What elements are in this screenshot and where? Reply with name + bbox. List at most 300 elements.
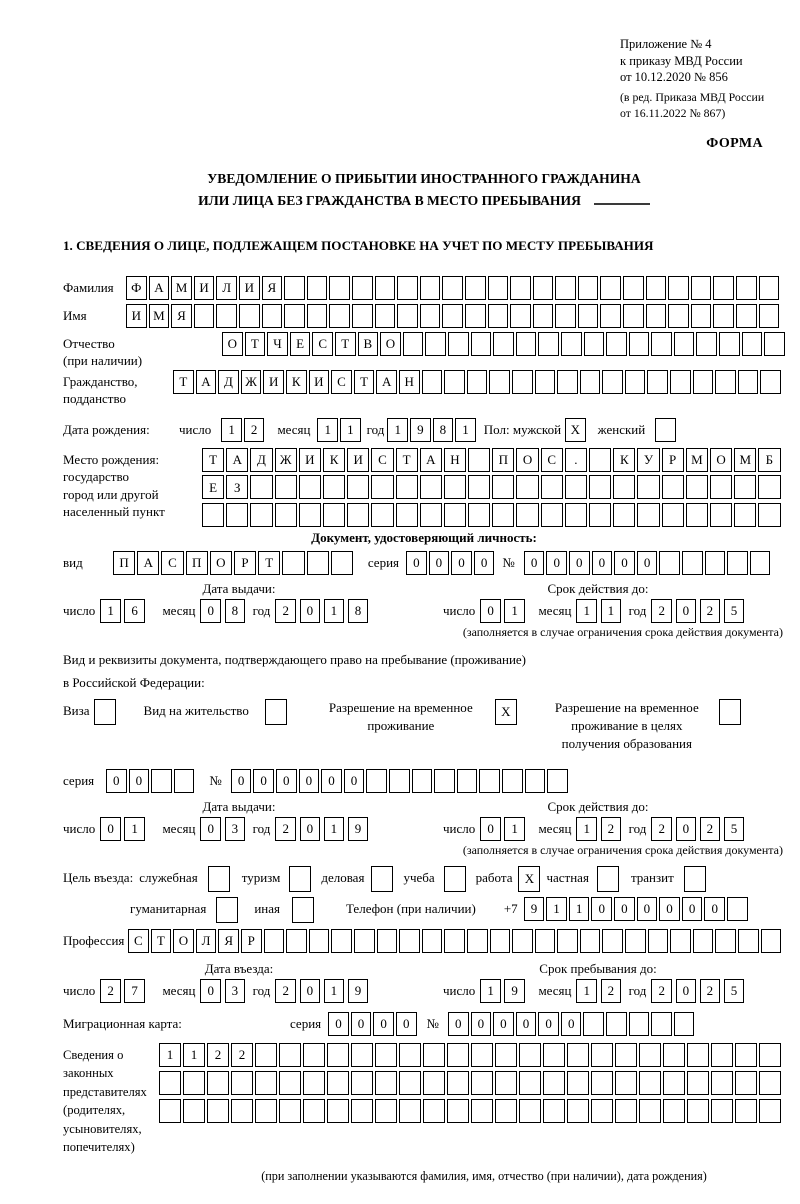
char-cell[interactable] xyxy=(543,1099,565,1123)
char-cell[interactable] xyxy=(600,276,621,300)
char-cell[interactable] xyxy=(351,1043,373,1067)
work-checkbox[interactable]: X xyxy=(518,866,540,892)
char-cell[interactable]: Р xyxy=(234,551,256,575)
char-cell[interactable]: 1 xyxy=(340,418,361,442)
char-cell[interactable]: 1 xyxy=(387,418,408,442)
char-cell[interactable]: 0 xyxy=(373,1012,394,1036)
char-cell[interactable] xyxy=(489,370,510,394)
char-cell[interactable]: О xyxy=(380,332,401,356)
char-cell[interactable]: 2 xyxy=(601,817,622,841)
char-cell[interactable] xyxy=(159,1099,181,1123)
char-cell[interactable] xyxy=(255,1071,277,1095)
char-cell[interactable]: 0 xyxy=(200,817,221,841)
char-cell[interactable] xyxy=(555,304,576,328)
char-cell[interactable] xyxy=(659,551,680,575)
char-cell[interactable]: 1 xyxy=(324,817,345,841)
char-cell[interactable] xyxy=(623,304,644,328)
char-cell[interactable]: 0 xyxy=(429,551,450,575)
char-cell[interactable] xyxy=(159,1071,181,1095)
char-cell[interactable]: 0 xyxy=(396,1012,417,1036)
char-cell[interactable] xyxy=(396,503,418,527)
char-cell[interactable]: 6 xyxy=(124,599,145,623)
char-cell[interactable]: 0 xyxy=(351,1012,372,1036)
char-cell[interactable] xyxy=(231,1099,253,1123)
char-cell[interactable]: 0 xyxy=(344,769,365,793)
char-cell[interactable]: Т xyxy=(258,551,280,575)
char-cell[interactable] xyxy=(670,929,691,953)
char-cell[interactable]: Я xyxy=(262,276,283,300)
char-cell[interactable]: 2 xyxy=(275,817,296,841)
char-cell[interactable] xyxy=(488,276,509,300)
char-cell[interactable] xyxy=(711,1043,733,1067)
char-cell[interactable] xyxy=(547,769,568,793)
char-cell[interactable] xyxy=(371,475,393,499)
char-cell[interactable] xyxy=(323,503,345,527)
char-cell[interactable] xyxy=(493,332,514,356)
char-cell[interactable]: 9 xyxy=(348,817,369,841)
char-cell[interactable] xyxy=(710,475,732,499)
char-cell[interactable]: И xyxy=(347,448,369,472)
char-cell[interactable]: Л xyxy=(216,276,237,300)
char-cell[interactable]: Е xyxy=(290,332,311,356)
char-cell[interactable] xyxy=(543,1043,565,1067)
char-cell[interactable] xyxy=(580,370,601,394)
char-cell[interactable] xyxy=(696,332,717,356)
study-checkbox[interactable] xyxy=(444,866,466,892)
char-cell[interactable] xyxy=(492,503,514,527)
char-cell[interactable] xyxy=(351,1071,373,1095)
char-cell[interactable] xyxy=(375,1099,397,1123)
char-cell[interactable]: 0 xyxy=(682,897,703,921)
char-cell[interactable] xyxy=(533,304,554,328)
char-cell[interactable] xyxy=(420,475,442,499)
char-cell[interactable] xyxy=(543,1071,565,1095)
char-cell[interactable] xyxy=(557,929,578,953)
char-cell[interactable] xyxy=(275,503,297,527)
char-cell[interactable] xyxy=(623,276,644,300)
char-cell[interactable] xyxy=(279,1099,301,1123)
char-cell[interactable]: 2 xyxy=(700,817,721,841)
char-cell[interactable] xyxy=(711,1099,733,1123)
char-cell[interactable] xyxy=(495,1071,517,1095)
transit-checkbox[interactable] xyxy=(684,866,706,892)
char-cell[interactable]: 1 xyxy=(124,817,145,841)
char-cell[interactable]: М xyxy=(686,448,708,472)
char-cell[interactable] xyxy=(366,769,387,793)
char-cell[interactable] xyxy=(207,1071,229,1095)
char-cell[interactable] xyxy=(693,370,714,394)
char-cell[interactable] xyxy=(711,1071,733,1095)
char-cell[interactable] xyxy=(250,503,272,527)
char-cell[interactable] xyxy=(303,1099,325,1123)
char-cell[interactable]: З xyxy=(226,475,248,499)
char-cell[interactable]: 1 xyxy=(546,897,567,921)
char-cell[interactable]: 2 xyxy=(651,599,672,623)
char-cell[interactable] xyxy=(352,304,373,328)
other-checkbox[interactable] xyxy=(292,897,314,923)
char-cell[interactable] xyxy=(758,475,780,499)
char-cell[interactable]: О xyxy=(173,929,194,953)
char-cell[interactable] xyxy=(327,1071,349,1095)
char-cell[interactable]: Н xyxy=(444,448,466,472)
char-cell[interactable]: Т xyxy=(202,448,224,472)
char-cell[interactable]: 0 xyxy=(451,551,472,575)
visa-checkbox[interactable] xyxy=(94,699,116,725)
char-cell[interactable] xyxy=(710,503,732,527)
char-cell[interactable] xyxy=(637,475,659,499)
char-cell[interactable] xyxy=(471,332,492,356)
char-cell[interactable] xyxy=(457,769,478,793)
char-cell[interactable]: А xyxy=(376,370,397,394)
char-cell[interactable]: 0 xyxy=(406,551,427,575)
char-cell[interactable] xyxy=(183,1071,205,1095)
char-cell[interactable]: 9 xyxy=(524,897,545,921)
char-cell[interactable] xyxy=(705,551,726,575)
char-cell[interactable]: 2 xyxy=(651,979,672,1003)
char-cell[interactable] xyxy=(447,1099,469,1123)
char-cell[interactable] xyxy=(555,276,576,300)
char-cell[interactable]: С xyxy=(128,929,149,953)
char-cell[interactable]: 2 xyxy=(700,979,721,1003)
char-cell[interactable]: 1 xyxy=(576,979,597,1003)
char-cell[interactable] xyxy=(307,304,328,328)
char-cell[interactable] xyxy=(403,332,424,356)
char-cell[interactable] xyxy=(591,1071,613,1095)
char-cell[interactable] xyxy=(347,475,369,499)
char-cell[interactable] xyxy=(284,276,305,300)
char-cell[interactable]: Ж xyxy=(241,370,262,394)
char-cell[interactable]: О xyxy=(516,448,538,472)
char-cell[interactable] xyxy=(352,276,373,300)
char-cell[interactable] xyxy=(663,1099,685,1123)
char-cell[interactable] xyxy=(447,1043,469,1067)
char-cell[interactable] xyxy=(468,503,490,527)
char-cell[interactable]: 8 xyxy=(348,599,369,623)
char-cell[interactable] xyxy=(713,304,734,328)
char-cell[interactable]: 9 xyxy=(504,979,525,1003)
residence-permit-checkbox[interactable] xyxy=(265,699,287,725)
char-cell[interactable]: Р xyxy=(662,448,684,472)
char-cell[interactable] xyxy=(613,503,635,527)
char-cell[interactable]: 7 xyxy=(124,979,145,1003)
char-cell[interactable] xyxy=(686,503,708,527)
char-cell[interactable] xyxy=(231,1071,253,1095)
char-cell[interactable] xyxy=(674,332,695,356)
char-cell[interactable] xyxy=(327,1099,349,1123)
char-cell[interactable] xyxy=(351,1099,373,1123)
char-cell[interactable]: Т xyxy=(396,448,418,472)
char-cell[interactable] xyxy=(183,1099,205,1123)
char-cell[interactable]: О xyxy=(222,332,243,356)
char-cell[interactable] xyxy=(255,1099,277,1123)
char-cell[interactable]: 0 xyxy=(480,599,501,623)
char-cell[interactable] xyxy=(693,929,714,953)
female-checkbox[interactable] xyxy=(655,418,676,442)
char-cell[interactable] xyxy=(375,276,396,300)
char-cell[interactable] xyxy=(760,370,781,394)
char-cell[interactable]: Ф xyxy=(126,276,147,300)
char-cell[interactable] xyxy=(533,276,554,300)
char-cell[interactable] xyxy=(226,503,248,527)
char-cell[interactable] xyxy=(465,304,486,328)
char-cell[interactable] xyxy=(377,929,398,953)
char-cell[interactable]: 1 xyxy=(221,418,242,442)
char-cell[interactable]: 0 xyxy=(253,769,274,793)
char-cell[interactable] xyxy=(512,929,533,953)
char-cell[interactable]: 8 xyxy=(225,599,246,623)
char-cell[interactable] xyxy=(516,332,537,356)
char-cell[interactable] xyxy=(279,1043,301,1067)
char-cell[interactable] xyxy=(584,332,605,356)
char-cell[interactable]: 5 xyxy=(724,817,745,841)
char-cell[interactable] xyxy=(327,1043,349,1067)
char-cell[interactable] xyxy=(389,769,410,793)
char-cell[interactable] xyxy=(525,769,546,793)
char-cell[interactable]: С xyxy=(371,448,393,472)
char-cell[interactable] xyxy=(606,1012,627,1036)
char-cell[interactable] xyxy=(687,1071,709,1095)
char-cell[interactable] xyxy=(471,1099,493,1123)
char-cell[interactable] xyxy=(629,332,650,356)
char-cell[interactable]: А xyxy=(137,551,159,575)
char-cell[interactable] xyxy=(255,1043,277,1067)
char-cell[interactable] xyxy=(444,370,465,394)
char-cell[interactable]: П xyxy=(492,448,514,472)
char-cell[interactable] xyxy=(519,1071,541,1095)
char-cell[interactable]: 1 xyxy=(324,599,345,623)
char-cell[interactable] xyxy=(567,1043,589,1067)
char-cell[interactable] xyxy=(471,1043,493,1067)
char-cell[interactable]: 2 xyxy=(244,418,265,442)
char-cell[interactable]: М xyxy=(734,448,756,472)
char-cell[interactable] xyxy=(303,1043,325,1067)
tourism-checkbox[interactable] xyxy=(289,866,311,892)
char-cell[interactable] xyxy=(682,551,703,575)
char-cell[interactable] xyxy=(646,276,667,300)
char-cell[interactable] xyxy=(250,475,272,499)
char-cell[interactable] xyxy=(467,929,488,953)
char-cell[interactable]: 0 xyxy=(328,1012,349,1036)
char-cell[interactable] xyxy=(471,1071,493,1095)
char-cell[interactable]: Д xyxy=(218,370,239,394)
char-cell[interactable] xyxy=(423,1071,445,1095)
char-cell[interactable]: 0 xyxy=(516,1012,537,1036)
temp-residence-education-checkbox[interactable] xyxy=(719,699,741,725)
char-cell[interactable] xyxy=(516,503,538,527)
char-cell[interactable] xyxy=(519,1099,541,1123)
char-cell[interactable] xyxy=(738,929,759,953)
char-cell[interactable] xyxy=(420,276,441,300)
char-cell[interactable] xyxy=(397,276,418,300)
char-cell[interactable]: 1 xyxy=(455,418,476,442)
char-cell[interactable]: 0 xyxy=(676,979,697,1003)
char-cell[interactable] xyxy=(479,769,500,793)
char-cell[interactable] xyxy=(738,370,759,394)
char-cell[interactable] xyxy=(670,370,691,394)
char-cell[interactable] xyxy=(759,1099,781,1123)
char-cell[interactable]: 5 xyxy=(724,979,745,1003)
char-cell[interactable] xyxy=(735,1099,757,1123)
char-cell[interactable]: 0 xyxy=(200,599,221,623)
char-cell[interactable] xyxy=(761,929,782,953)
char-cell[interactable] xyxy=(567,1099,589,1123)
char-cell[interactable] xyxy=(668,276,689,300)
char-cell[interactable]: Е xyxy=(202,475,224,499)
char-cell[interactable]: 2 xyxy=(601,979,622,1003)
char-cell[interactable]: 1 xyxy=(324,979,345,1003)
char-cell[interactable]: 0 xyxy=(106,769,127,793)
char-cell[interactable] xyxy=(510,304,531,328)
char-cell[interactable]: 1 xyxy=(100,599,121,623)
char-cell[interactable] xyxy=(444,503,466,527)
char-cell[interactable]: У xyxy=(637,448,659,472)
char-cell[interactable] xyxy=(375,304,396,328)
char-cell[interactable]: 0 xyxy=(200,979,221,1003)
char-cell[interactable]: 0 xyxy=(321,769,342,793)
char-cell[interactable] xyxy=(565,503,587,527)
char-cell[interactable]: 1 xyxy=(504,599,525,623)
char-cell[interactable]: Л xyxy=(196,929,217,953)
char-cell[interactable]: И xyxy=(263,370,284,394)
char-cell[interactable]: К xyxy=(323,448,345,472)
char-cell[interactable] xyxy=(651,1012,672,1036)
char-cell[interactable]: 0 xyxy=(474,551,495,575)
char-cell[interactable] xyxy=(512,370,533,394)
char-cell[interactable] xyxy=(448,332,469,356)
char-cell[interactable] xyxy=(151,769,172,793)
char-cell[interactable] xyxy=(615,1043,637,1067)
char-cell[interactable] xyxy=(589,475,611,499)
char-cell[interactable] xyxy=(286,929,307,953)
char-cell[interactable] xyxy=(715,929,736,953)
char-cell[interactable] xyxy=(602,370,623,394)
char-cell[interactable] xyxy=(615,1099,637,1123)
char-cell[interactable] xyxy=(625,929,646,953)
char-cell[interactable] xyxy=(329,276,350,300)
char-cell[interactable] xyxy=(331,929,352,953)
char-cell[interactable]: П xyxy=(113,551,135,575)
char-cell[interactable] xyxy=(510,276,531,300)
char-cell[interactable]: 0 xyxy=(676,599,697,623)
char-cell[interactable] xyxy=(303,1071,325,1095)
char-cell[interactable]: 2 xyxy=(231,1043,253,1067)
char-cell[interactable] xyxy=(309,929,330,953)
char-cell[interactable]: 9 xyxy=(348,979,369,1003)
char-cell[interactable]: 0 xyxy=(637,897,658,921)
char-cell[interactable] xyxy=(447,1071,469,1095)
char-cell[interactable] xyxy=(422,370,443,394)
char-cell[interactable] xyxy=(299,475,321,499)
char-cell[interactable]: Я xyxy=(218,929,239,953)
char-cell[interactable] xyxy=(758,503,780,527)
char-cell[interactable] xyxy=(541,503,563,527)
char-cell[interactable]: 1 xyxy=(183,1043,205,1067)
char-cell[interactable] xyxy=(535,929,556,953)
char-cell[interactable] xyxy=(423,1043,445,1067)
char-cell[interactable] xyxy=(734,503,756,527)
char-cell[interactable]: И xyxy=(309,370,330,394)
char-cell[interactable]: 0 xyxy=(524,551,545,575)
char-cell[interactable] xyxy=(282,551,304,575)
char-cell[interactable] xyxy=(663,1071,685,1095)
char-cell[interactable] xyxy=(194,304,215,328)
business-checkbox[interactable] xyxy=(208,866,230,892)
char-cell[interactable] xyxy=(399,929,420,953)
char-cell[interactable] xyxy=(686,475,708,499)
commercial-checkbox[interactable] xyxy=(371,866,393,892)
char-cell[interactable]: 0 xyxy=(300,817,321,841)
char-cell[interactable] xyxy=(535,370,556,394)
char-cell[interactable]: 0 xyxy=(614,897,635,921)
char-cell[interactable]: 1 xyxy=(569,897,590,921)
char-cell[interactable]: 1 xyxy=(317,418,338,442)
char-cell[interactable]: Ч xyxy=(267,332,288,356)
char-cell[interactable] xyxy=(399,1099,421,1123)
char-cell[interactable] xyxy=(264,929,285,953)
char-cell[interactable] xyxy=(468,475,490,499)
char-cell[interactable]: А xyxy=(149,276,170,300)
char-cell[interactable] xyxy=(648,929,669,953)
char-cell[interactable] xyxy=(691,304,712,328)
char-cell[interactable] xyxy=(490,929,511,953)
char-cell[interactable] xyxy=(467,370,488,394)
char-cell[interactable] xyxy=(239,304,260,328)
char-cell[interactable]: К xyxy=(613,448,635,472)
char-cell[interactable] xyxy=(750,551,771,575)
char-cell[interactable]: Н xyxy=(399,370,420,394)
char-cell[interactable]: 1 xyxy=(504,817,525,841)
char-cell[interactable] xyxy=(399,1071,421,1095)
char-cell[interactable] xyxy=(651,332,672,356)
char-cell[interactable] xyxy=(663,1043,685,1067)
char-cell[interactable] xyxy=(759,1043,781,1067)
char-cell[interactable] xyxy=(442,276,463,300)
char-cell[interactable]: Д xyxy=(250,448,272,472)
char-cell[interactable] xyxy=(465,276,486,300)
char-cell[interactable] xyxy=(736,276,757,300)
char-cell[interactable] xyxy=(715,370,736,394)
char-cell[interactable] xyxy=(329,304,350,328)
char-cell[interactable] xyxy=(629,1012,650,1036)
char-cell[interactable]: С xyxy=(312,332,333,356)
char-cell[interactable]: 1 xyxy=(576,599,597,623)
char-cell[interactable]: И xyxy=(126,304,147,328)
char-cell[interactable]: 0 xyxy=(299,769,320,793)
char-cell[interactable]: 2 xyxy=(651,817,672,841)
char-cell[interactable] xyxy=(759,276,780,300)
char-cell[interactable] xyxy=(202,503,224,527)
char-cell[interactable] xyxy=(488,304,509,328)
char-cell[interactable] xyxy=(764,332,785,356)
char-cell[interactable]: И xyxy=(239,276,260,300)
char-cell[interactable] xyxy=(759,304,780,328)
char-cell[interactable] xyxy=(713,276,734,300)
char-cell[interactable]: 0 xyxy=(100,817,121,841)
char-cell[interactable]: Я xyxy=(171,304,192,328)
char-cell[interactable] xyxy=(735,1071,757,1095)
char-cell[interactable] xyxy=(583,1012,604,1036)
char-cell[interactable] xyxy=(307,276,328,300)
char-cell[interactable] xyxy=(615,1071,637,1095)
char-cell[interactable] xyxy=(727,551,748,575)
char-cell[interactable]: 0 xyxy=(592,551,613,575)
char-cell[interactable] xyxy=(639,1043,661,1067)
char-cell[interactable]: 0 xyxy=(538,1012,559,1036)
char-cell[interactable] xyxy=(662,503,684,527)
char-cell[interactable]: . xyxy=(565,448,587,472)
char-cell[interactable] xyxy=(444,929,465,953)
char-cell[interactable]: Т xyxy=(173,370,194,394)
